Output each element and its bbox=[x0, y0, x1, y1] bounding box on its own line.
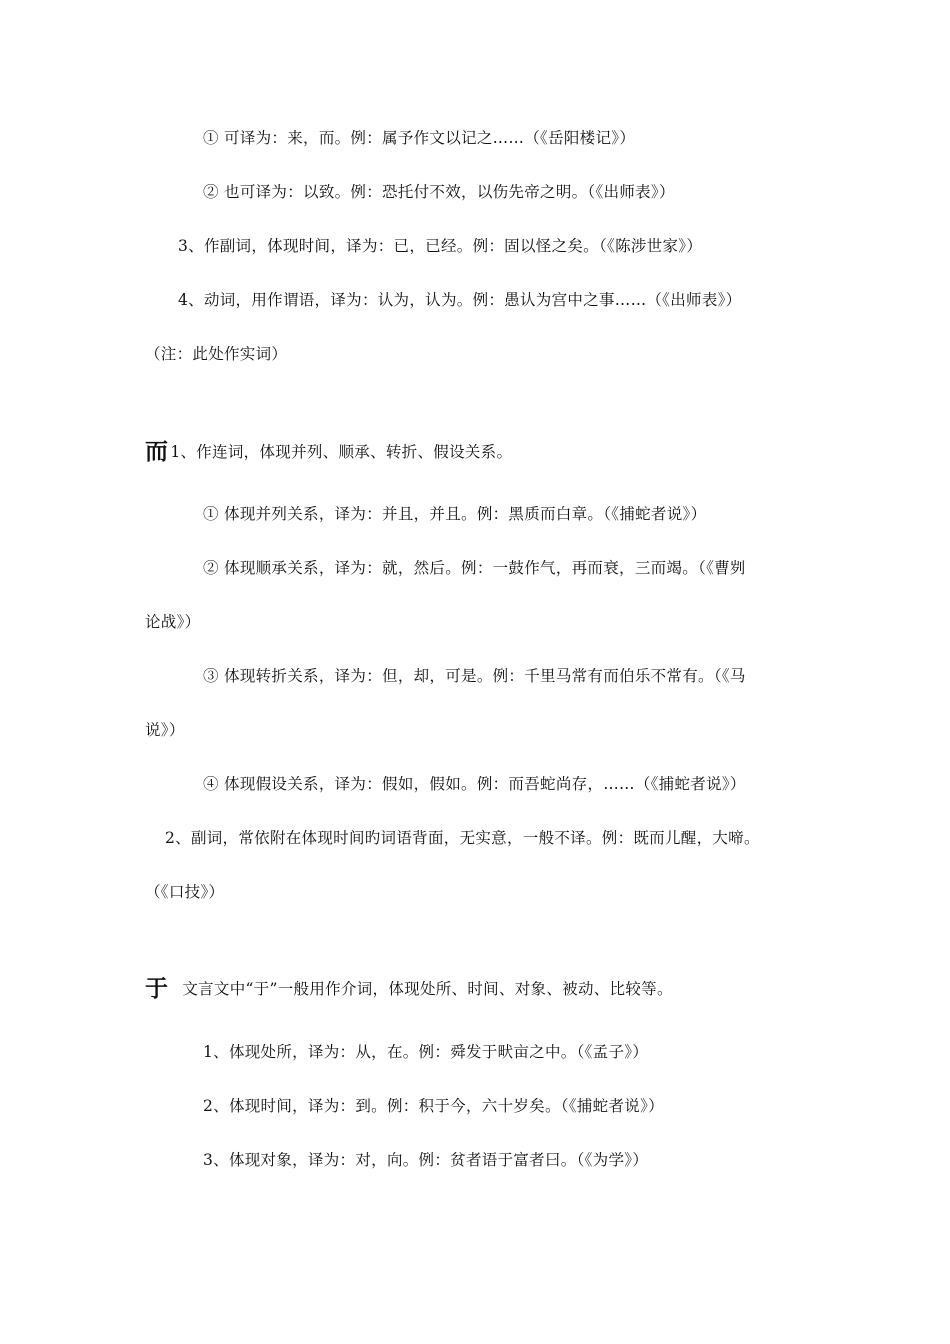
er-heading bbox=[145, 440, 512, 464]
yu-head-text: 文言文中“于”一般用作介词，体现处所、时间、对象、被动、比较等。 bbox=[182, 980, 673, 998]
yu-head-char: 于 bbox=[145, 976, 169, 1002]
yu-item3: 3、体现对象，译为：对，向。例：贫者语于富者曰。（《为学》） bbox=[203, 1151, 649, 1169]
er-sub2-line2: 论战》） bbox=[145, 613, 201, 631]
yi-item4-line1: 4、动词，用作谓语，译为：认为，认为。例：愚认为宫中之事……（《出师表》） bbox=[178, 291, 742, 309]
yi-item4-line2: （注：此处作实词） bbox=[145, 345, 288, 363]
er-sub3-line1: ③ 体现转折关系，译为：但，却，可是。例：千里马常有而伯乐不常有。（《马 bbox=[203, 667, 746, 685]
er-sub3-line2: 说》） bbox=[145, 721, 185, 739]
er-item2-line2: （《口技》） bbox=[145, 883, 225, 901]
er-sub1: ① 体现并列关系，译为：并且，并且。例：黑质而白章。（《捕蛇者说》） bbox=[203, 505, 707, 523]
yi-item2-sub1: ① 可译为：来，而。例：属予作文以记之……（《岳阳楼记》） bbox=[203, 129, 636, 147]
er-item2-line1: 2、副词，常依附在体现时间旳词语背面，无实意，一般不译。例：既而儿醒，大啼。 bbox=[165, 829, 760, 847]
er-sub4: ④ 体现假设关系，译为：假如，假如。例：而吾蛇尚存，……（《捕蛇者说》） bbox=[203, 775, 746, 793]
er-head-char: 而 bbox=[145, 439, 169, 465]
er-sub2-line1: ② 体现顺承关系，译为：就，然后。例：一鼓作气，再而衰，三而竭。（《曹刿 bbox=[203, 559, 746, 577]
yi-item3: 3、作副词，体现时间，译为：已，已经。例：固以怪之矣。（《陈涉世家》） bbox=[178, 237, 703, 255]
yu-heading bbox=[145, 977, 673, 1001]
yu-item2: 2、体现时间，译为：到。例：积于今，六十岁矣。（《捕蛇者说》） bbox=[203, 1097, 664, 1115]
er-head-text: 1、作连词，体现并列、顺承、转折、假设关系。 bbox=[170, 443, 513, 461]
yi-item2-sub2: ② 也可译为：以致。例：恐托付不效，以伤先帝之明。（《出师表》） bbox=[203, 183, 675, 201]
yu-item1: 1、体现处所，译为：从，在。例：舜发于畎亩之中。（《孟子》） bbox=[203, 1043, 649, 1061]
